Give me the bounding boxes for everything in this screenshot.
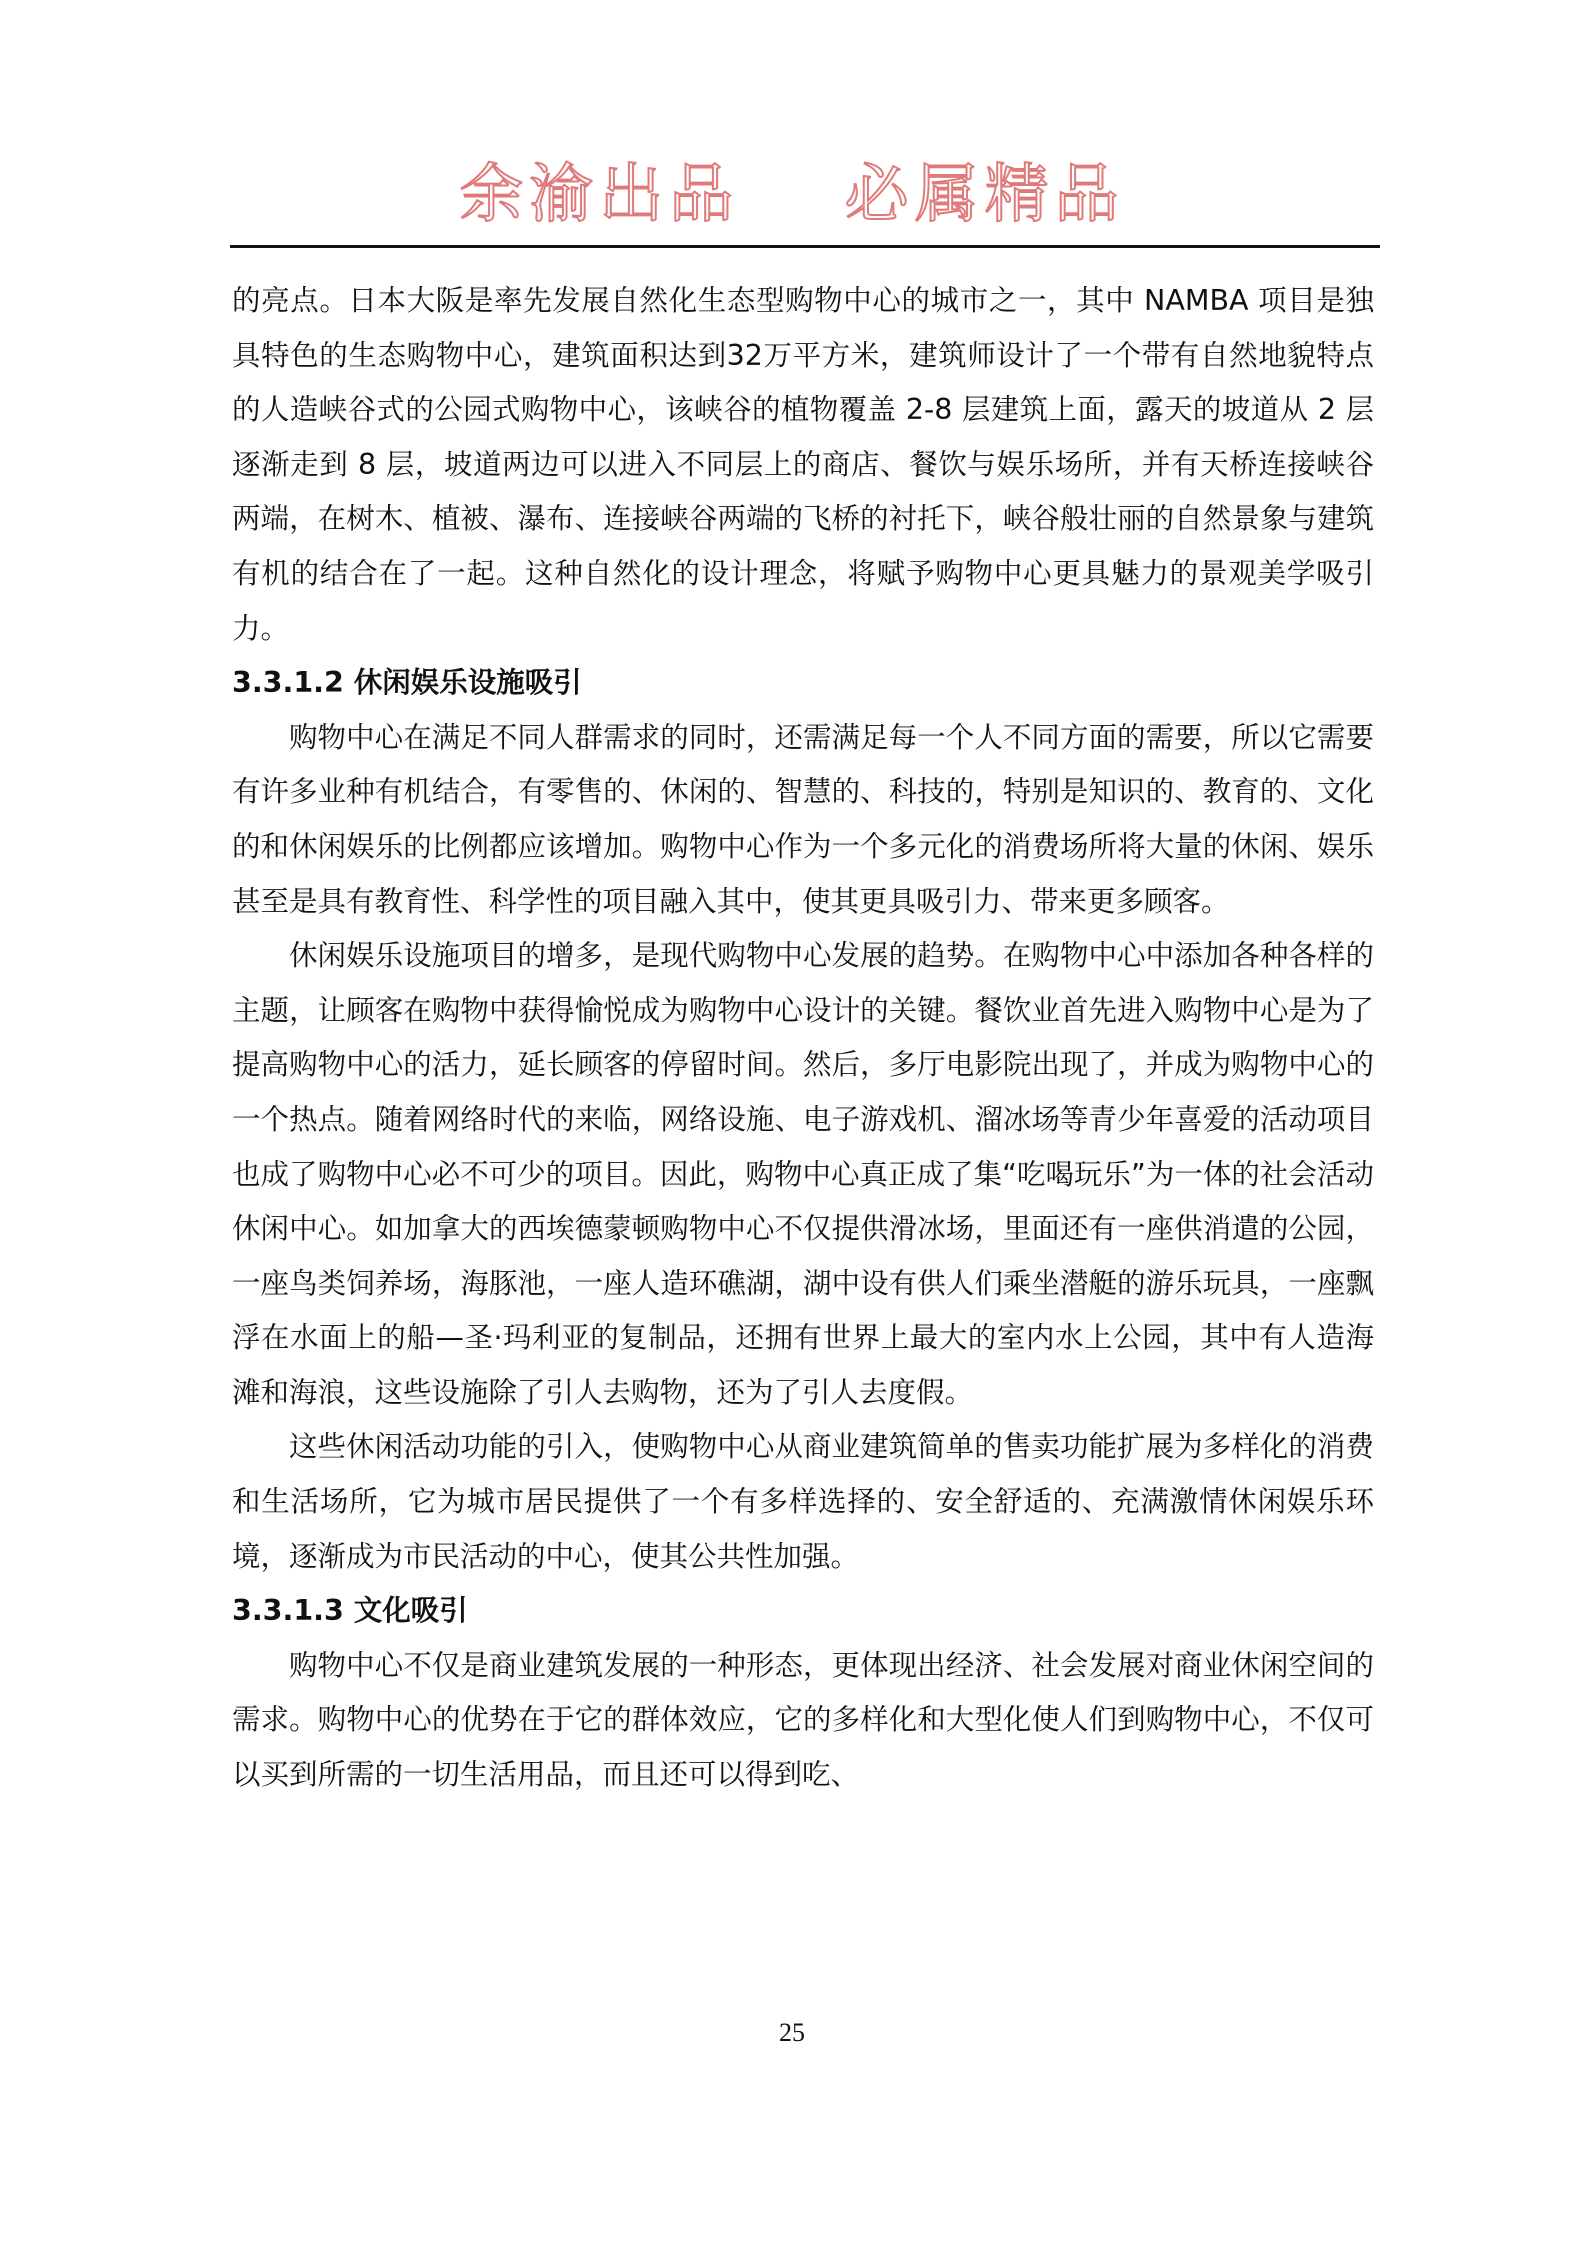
paragraph-4: 这些休闲活动功能的引入，使购物中心从商业建筑简单的售卖功能扩展为多样化的消费和生活场所，它为城市居民提供了一个有多样选择的、安全舒适的、充满激情休闲娱乐环境，逐渐成为市民活动的中心，使其公共性加强。 xyxy=(232,1430,1374,1573)
document-body xyxy=(232,274,1374,1803)
paragraph-3: 休闲娱乐设施项目的增多，是现代购物中心发展的趋势。在购物中心中添加各种各样的主题，让顾客在购物中获得愉悦成为购物中心设计的关键。餐饮业首先进入购物中心是为了提高购物中心的活力，延长顾客的停留时间。然后，多厅电影院出现了，并成为购物中心的一个热点。随着网络时代的来临，网络设施、电子游戏机、溜冰场等青少年喜爱的活动项目也成了购物中心必不可少的项目。因此，购物中心真正成了集“吃喝玩乐”为一体的社会活动休闲中心。如加拿大的西埃德蒙顿购物中心不仅提供滑冰场，里面还有一座供消遣的公园，一座鸟类饲养场，海豚池，一座人造环礁湖，湖中设有供人们乘坐潜艇的游乐玩具，一座飘浮在水面上的船—圣·玛利亚的复制品，还拥有世界上最大的室内水上公园，其中有人造海滩和海浪，这些设施除了引人去购物，还为了引人去度假。 xyxy=(232,939,1374,1409)
header-divider xyxy=(230,245,1380,248)
section-heading-3-3-1-3: 3.3.1.3 文化吸引 xyxy=(232,1594,468,1628)
paragraph-1: 的亮点。日本大阪是率先发展自然化生态型购物中心的城市之一，其中 NAMBA 项目是独具特色的生态购物中心，建筑面积达到32万平方米，建筑师设计了一个带有自然地貌特点的人造峡谷式的公园式购物中心，该峡谷的植物覆盖 2-8 层建筑上面，露天的坡道从 2 层逐渐走到 8 层，坡道两边可以进入不同层上的商店、餐饮与娱乐场所，并有天桥连接峡谷两端，在树木、植被、瀑布、连接峡谷两端的飞桥的衬托下，峡谷般壮丽的自然景象与建筑有机的结合在了一起。这种自然化的设计理念，将赋予购物中心更具魅力的景观美学吸引力。 xyxy=(232,284,1374,645)
page-number: 25 xyxy=(779,2018,805,2047)
paragraph-2: 购物中心在满足不同人群需求的同时，还需满足每一个人不同方面的需要，所以它需要有许多业种有机结合，有零售的、休闲的、智慧的、科技的，特别是知识的、教育的、文化的和休闲娱乐的比例都应该增加。购物中心作为一个多元化的消费场所将大量的休闲、娱乐甚至是具有教育性、科学性的项目融入其中，使其更具吸引力、带来更多顾客。 xyxy=(232,720,1374,918)
paragraph-5: 购物中心不仅是商业建筑发展的一种形态，更体现出经济、社会发展对商业休闲空间的需求。购物中心的优势在于它的群体效应，它的多样化和大型化使人们到购物中心，不仅可以买到所需的一切生活用品，而且还可以得到吃、 xyxy=(232,1648,1374,1792)
header-watermark-title: 余渝出品 必属精品 xyxy=(459,158,1125,232)
section-heading-3-3-1-2: 3.3.1.2 休闲娱乐设施吸引 xyxy=(232,666,582,700)
